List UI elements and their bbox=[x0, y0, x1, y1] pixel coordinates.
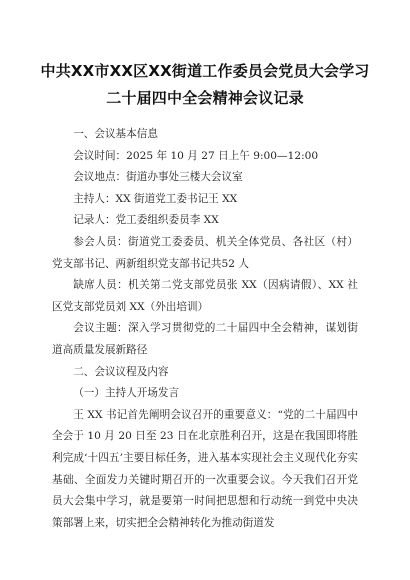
meeting-time: 会议时间：2025 年 10 月 27 日上午 9:00—12:00 bbox=[73, 149, 319, 162]
meeting-location: 会议地点：街道办事处三楼大会议室 bbox=[73, 171, 243, 184]
meeting-host: 主持人：XX 街道党工委书记王 XX bbox=[73, 192, 238, 205]
subsection-heading-opening: （一）主持人开场发言 bbox=[73, 387, 180, 400]
meeting-absentees: 缺席人员：机关第二党支部党员张 XX（因病请假）、XX 社区党支部党员刘 XX（外出培训） bbox=[52, 279, 358, 313]
meeting-attendees: 参会人员：街道党工委委员、机关全体党员、各社区（村）党支部书记、两新组织党支部书记共52 人 bbox=[52, 235, 358, 270]
document-body bbox=[52, 124, 358, 534]
meeting-theme: 会议主题：深入学习贯彻党的二十届四中全会精神，谋划街道高质量发展新路径 bbox=[52, 322, 358, 356]
opening-speech-paragraph: 王 XX 书记首先阐明会议召开的重要意义：“党的二十届四中全会于 10 月 20 日至 23 日在北京胜利召开，这是在我国即将胜利完成‘十四五’主要目标任务，进入基本实现社会主义现代化夯实基础、全面发力关键时期召开的一次重要会议。今天我们召开党员大会集中学习，就是要第一时间把思想和行动统一到党中央决策部署上来，切实把全会精神转化为推动街道发 bbox=[52, 408, 358, 529]
section-heading-basic-info: 一、会议基本信息 bbox=[73, 128, 158, 140]
section-heading-agenda: 二、会议议程及内容 bbox=[73, 365, 169, 378]
document-title: 中共XX市XX区XX街道工作委员会党员大会学习二十届四中全会精神会议记录 bbox=[40, 62, 370, 107]
meeting-recorder: 记录人：党工委组织委员李 XX bbox=[73, 214, 219, 227]
